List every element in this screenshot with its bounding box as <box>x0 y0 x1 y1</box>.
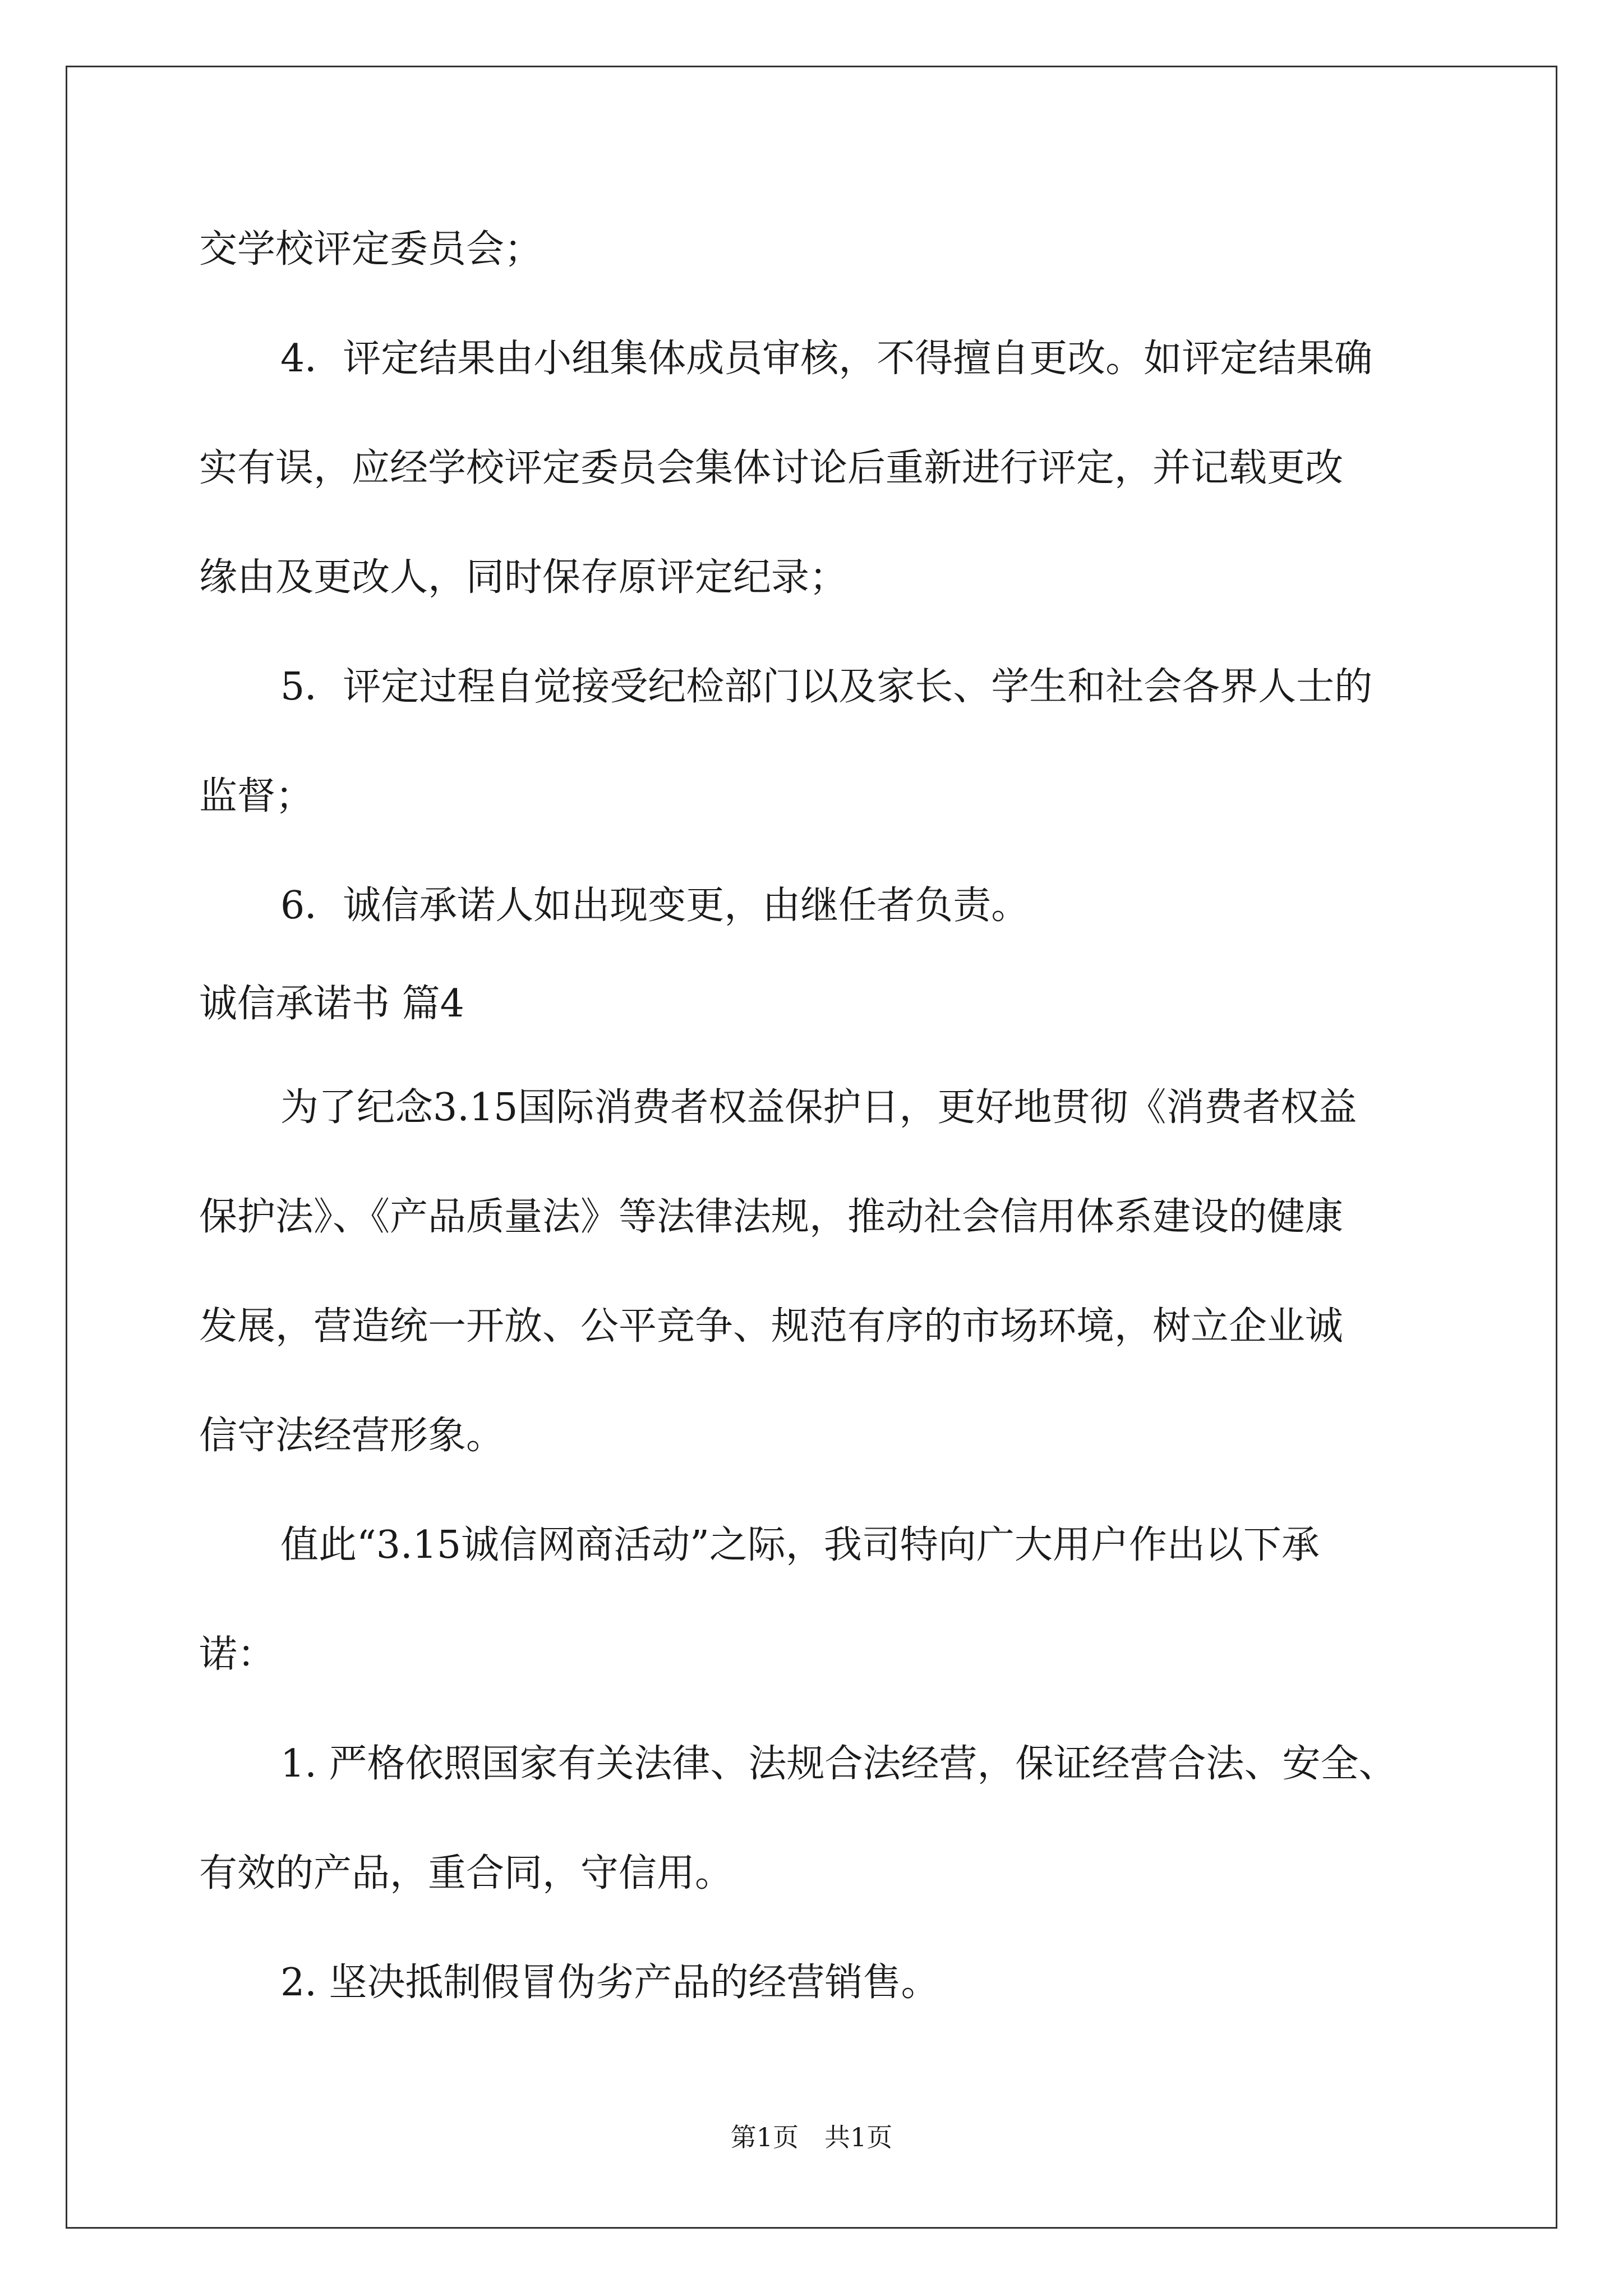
page-border <box>66 66 1557 2229</box>
list-item-1: 1. 严格依照国家有关法律、法规合法经营，保证经营合法、安全、 <box>280 1742 1397 1786</box>
text-line: 实有误，应经学校评定委员会集体讨论后重新进行评定，并记载更改 <box>199 446 1344 490</box>
text-line: 缘由及更改人，同时保存原评定纪录； <box>199 555 848 600</box>
section-heading: 诚信承诺书 篇4 <box>199 982 464 1026</box>
list-item-5: 5．评定过程自觉接受纪检部门以及家长、学生和社会各界人士的 <box>280 665 1373 709</box>
paragraph-line: 信守法经营形象。 <box>199 1414 505 1458</box>
paragraph-line: 发展，营造统一开放、公平竞争、规范有序的市场环境，树立企业诚 <box>199 1304 1344 1349</box>
text-line: 有效的产品，重合同，守信用。 <box>199 1851 734 1895</box>
paragraph-line: 保护法》、《产品质量法》等法律法规，推动社会信用体系建设的健康 <box>199 1195 1344 1239</box>
paragraph-line: 为了纪念3.15国际消费者权益保护日，更好地贯彻《消费者权益 <box>280 1085 1357 1130</box>
paragraph-line: 值此“3.15诚信网商活动”之际，我司特向广大用户作出以下承 <box>280 1523 1320 1567</box>
list-item-6: 6．诚信承诺人如出现变更，由继任者负责。 <box>280 884 1030 928</box>
page-number-footer: 第1页 共1页 <box>730 2122 893 2152</box>
paragraph-line: 诺： <box>199 1632 276 1677</box>
text-line: 监督； <box>199 774 314 818</box>
list-item-4: 4．评定结果由小组集体成员审核，不得擅自更改。如评定结果确 <box>280 337 1373 381</box>
text-line: 交学校评定委员会； <box>199 227 543 272</box>
list-item-2: 2. 坚决抵制假冒伪劣产品的经营销售。 <box>280 1961 939 2005</box>
